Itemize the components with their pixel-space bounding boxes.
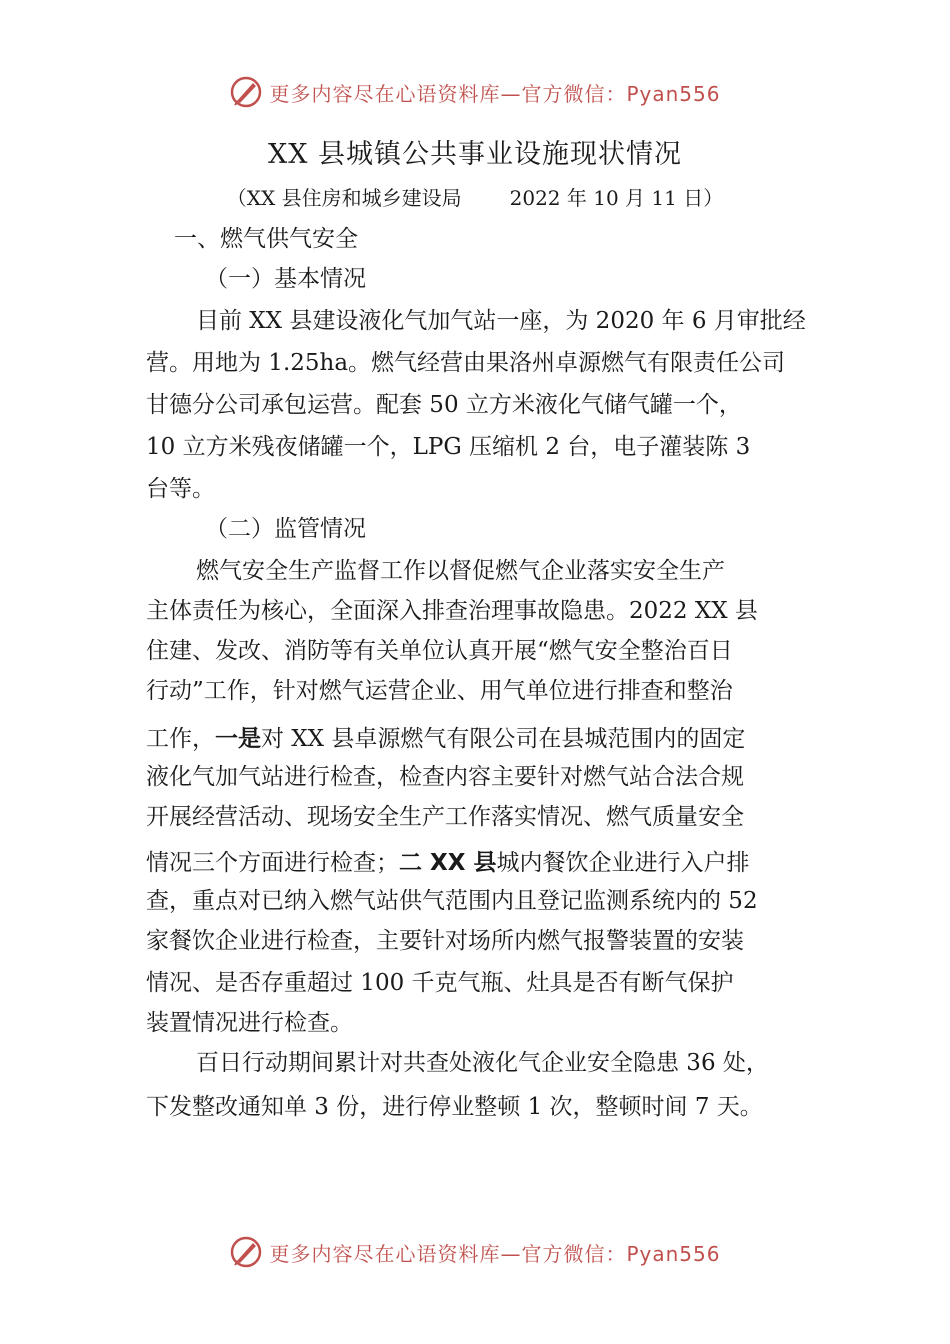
sub1-heading: （一）基本情况	[205, 266, 366, 292]
paragraph-line: 甘德分公司承包运营。配套 50 立方米液化气储气罐一个，	[146, 392, 742, 418]
sub2-heading: （二）监管情况	[205, 516, 366, 542]
watermark-text: 更多内容尽在心语资料库—官方微信：Pyan556	[269, 81, 721, 106]
paragraph-line: 装置情况进行检查。	[146, 1010, 353, 1036]
paragraph-line: 燃气安全生产监督工作以督促燃气企业落实安全生产	[196, 558, 725, 584]
paragraph-line: 目前 XX 县建设液化气加气站一座，为 2020 年 6 月审批经	[196, 308, 806, 334]
paragraph-line: 住建、发改、消防等有关单位认真开展“燃气安全整治百日	[146, 638, 733, 664]
paragraph-line: 查，重点对已纳入燃气站供气范围内且登记监测系统内的 52	[146, 888, 758, 914]
pen-seal-logo-icon	[229, 1235, 263, 1269]
watermark-banner-top	[0, 72, 950, 112]
paragraph-line: 情况、是否存重超过 100 千克气瓶、灶具是否有断气保护	[146, 970, 734, 996]
section1-heading: 一、燃气供气安全	[174, 226, 358, 252]
paragraph-line: 百日行动期间累计对共查处液化气企业安全隐患 36 处，	[196, 1050, 769, 1076]
paragraph-line: 下发整改通知单 3 份，进行停业整顿 1 次，整顿时间 7 天。	[146, 1094, 763, 1120]
pen-seal-logo-icon	[229, 75, 263, 109]
emphasis-first: 一是	[215, 726, 261, 752]
paragraph-line: 10 立方米残夜储罐一个，LPG 压缩机 2 台，电子灌装陈 3	[146, 434, 751, 460]
document-title: XX 县城镇公共事业设施现状情况	[267, 139, 683, 170]
subtitle-org: （XX 县住房和城乡建设局	[226, 186, 462, 210]
paragraph-line: 主体责任为核心，全面深入排查治理事故隐患。2022 XX 县	[146, 598, 758, 624]
emphasis-second: 二 XX 县	[399, 850, 497, 876]
document-subtitle	[0, 182, 950, 211]
paragraph-line: 开展经营活动、现场安全生产工作落实情况、燃气质量安全	[146, 804, 744, 830]
paragraph-line: 行动”工作，针对燃气运营企业、用气单位进行排查和整治	[146, 678, 733, 704]
watermark-text: 更多内容尽在心语资料库—官方微信：Pyan556	[269, 1241, 721, 1266]
watermark-banner-bottom	[0, 1232, 950, 1272]
paragraph-line: 工作，一是对 XX 县卓源燃气有限公司在县城范围内的固定	[146, 726, 746, 752]
paragraph-line: 营。用地为 1.25ha。燃气经营由果洛州卓源燃气有限责任公司	[146, 350, 786, 376]
subtitle-date: 2022 年 10 月 11 日）	[509, 186, 724, 210]
paragraph-line: 液化气加气站进行检查，检查内容主要针对燃气站合法合规	[146, 764, 744, 790]
paragraph-line: 情况三个方面进行检查；二 XX 县城内餐饮企业进行入户排	[146, 850, 750, 876]
paragraph-line: 家餐饮企业进行检查，主要针对场所内燃气报警装置的安装	[146, 928, 744, 954]
paragraph-line: 台等。	[146, 476, 215, 502]
